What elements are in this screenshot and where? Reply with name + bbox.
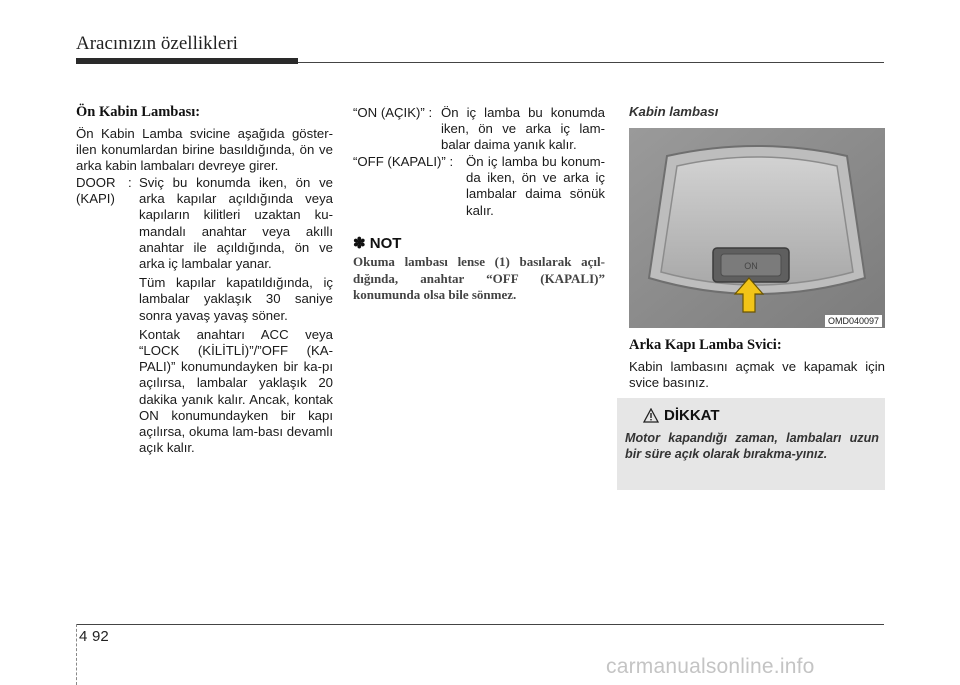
warning-triangle-icon xyxy=(643,408,659,423)
header-rule xyxy=(298,62,884,63)
caution-body: Motor kapandığı zaman, lambaları uzun bir süre açık olarak bırakma-yınız. xyxy=(625,431,879,461)
page-number: 92 xyxy=(92,628,109,645)
rear-lamp-paragraph: Kabin lambasını açmak ve kapamak için svice basınız. xyxy=(629,359,885,391)
image-code: OMD040097 xyxy=(825,315,882,327)
section-heading-rear-lamp: Arka Kapı Lamba Svici: xyxy=(629,337,782,353)
off-term: “OFF (KAPALI)” : xyxy=(353,154,454,169)
door-desc-p2: Tüm kapılar kapatıldığında, iç lambalar yaklaşık 30 saniye sonra yavaş yavaş söner. xyxy=(139,275,333,323)
watermark: carmanualsonline.info xyxy=(606,655,815,678)
note-body: Okuma lambası lense (1) basılarak açıl-dığında, anahtar “OFF (KAPALI)” konumunda olsa bile sönmez. xyxy=(353,254,605,302)
on-term: “ON (AÇIK)” : xyxy=(353,105,433,120)
note-title: NOT xyxy=(369,235,402,252)
door-term-label: DOOR xyxy=(76,175,116,190)
on-description: Ön iç lamba bu konumda iken, ön ve arka iç lam-balar daima yanık kalır. xyxy=(441,105,605,153)
note-heading xyxy=(353,234,401,252)
door-desc-p3: Kontak anahtarı ACC veya “LOCK (KİLİTLİ)”/”OFF (KA-PALI)” konumundayken bir ka-pı açılırsa, lambalar yaklaşık 20 dakika yanık kalır. Ancak, kontak ON konumundayken bir kapı açılırsa, okuma lam-bası devamlı açık kalır. xyxy=(139,326,333,456)
footer-rule xyxy=(76,624,884,625)
chapter-number: 4 xyxy=(79,628,88,645)
door-desc-p1: Sviç bu konumda iken, ön ve arka kapılar açıldığında veya kapıların kilitleri uzaktan ku-mandalı anahtar veya akıllı anahtar ile açıldığında, ön ve arka iç lambalar yanar. xyxy=(139,175,333,272)
door-colon: : xyxy=(128,175,132,190)
door-term xyxy=(76,175,116,207)
cabin-lamp-photo xyxy=(629,128,885,328)
section-heading-front-lamp: Ön Kabin Lambası: xyxy=(76,104,201,120)
note-star-icon: ✽ xyxy=(353,235,366,252)
switch-label: ON xyxy=(744,261,758,271)
header-accent-bar xyxy=(76,58,298,64)
chapter-title: Aracınızın özellikleri xyxy=(76,33,238,54)
door-term-sublabel: (KAPI) xyxy=(76,191,115,207)
cabin-lamp-illustration xyxy=(629,128,885,328)
door-description xyxy=(139,175,333,456)
caution-title: DİKKAT xyxy=(664,407,720,424)
caution-box xyxy=(617,398,885,490)
intro-paragraph: Ön Kabin Lamba svicine aşağıda göster-ilen konumlardan birine basıldığında, ön ve arka kabin lambaları devreye girer. xyxy=(76,126,333,174)
footer-divider xyxy=(76,624,77,685)
figure-caption: Kabin lambası xyxy=(629,104,719,119)
off-description: Ön iç lamba bu konum-da iken, ön ve arka iç lambalar daima sönük kalır. xyxy=(466,154,605,218)
